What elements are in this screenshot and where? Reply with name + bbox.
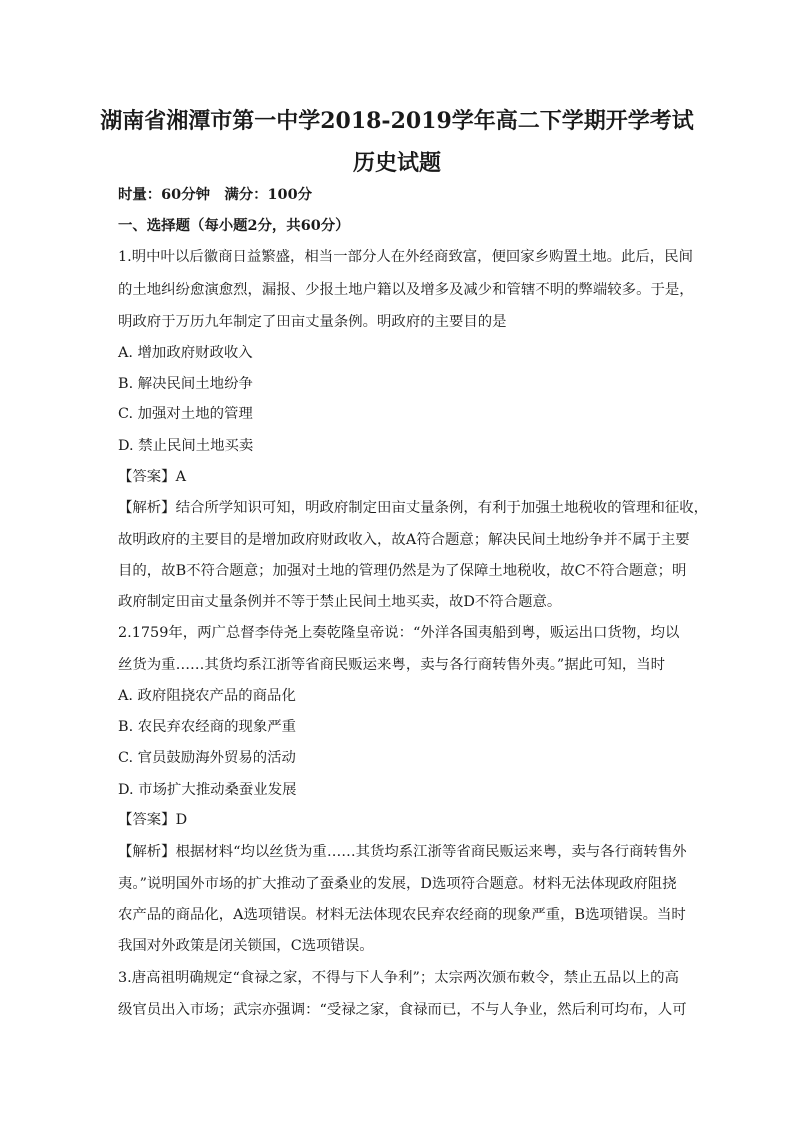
question-1-stem-line-2: 的土地纠纷愈演愈烈，漏报、少报土地户籍以及增多及减少和管辖不明的弊端较多。于是， xyxy=(118,282,694,298)
question-2-stem-line-1: 2.1759年，两广总督李侍尧上奏乾隆皇帝说：“外洋各国夷船到粤，贩运出口货物，均以 xyxy=(118,625,680,641)
question-2-stem-line-2: 丝货为重……其货均系江浙等省商民贩运来粤，卖与各行商转售外夷。”据此可知，当时 xyxy=(118,657,666,673)
question-1-option-a: A. 增加政府财政收入 xyxy=(118,345,253,361)
question-2-option-c: C. 官员鼓励海外贸易的活动 xyxy=(118,750,296,766)
question-1-analysis-line-1: 【解析】结合所学知识可知，明政府制定田亩丈量条例，有利于加强土地税收的管理和征收， xyxy=(118,500,709,516)
question-2-option-b: B. 农民弃农经商的现象严重 xyxy=(118,719,297,735)
document-title: 湖南省湘潭市第一中学2018-2019学年高二下学期开学考试 xyxy=(100,108,694,134)
question-2-option-d: D. 市场扩大推动桑蚕业发展 xyxy=(118,782,297,798)
question-2-answer: 【答案】D xyxy=(118,812,188,828)
question-1-analysis-line-4: 政府制定田亩丈量条例并不等于禁止民间土地买卖，故D不符合题意。 xyxy=(118,594,562,610)
question-2-analysis-line-3: 农产品的商品化，A选项错误。材料无法体现农民弃农经商的现象严重，B选项错误。当时 xyxy=(118,907,686,923)
question-1-analysis-line-2: 故明政府的主要目的是增加政府财政收入，故A符合题意；解决民间土地纷争并不属于主要 xyxy=(118,532,690,548)
question-1-stem-line-3: 明政府于万历九年制定了田亩丈量条例。明政府的主要目的是 xyxy=(118,314,507,330)
question-3-stem-line-2: 级官员出入市场；武宗亦强调：“受禄之家，食禄而已，不与人争业，然后利可均布，人可 xyxy=(118,1002,687,1018)
question-2-analysis-line-2: 夷。”说明国外市场的扩大推动了蚕桑业的发展，D选项符合题意。材料无法体现政府阻挠 xyxy=(118,876,677,892)
question-1-stem-line-1: 1.明中叶以后徽商日益繁盛，相当一部分人在外经商致富，便回家乡购置土地。此后，民间 xyxy=(118,249,693,265)
question-1-option-d: D. 禁止民间土地买卖 xyxy=(118,438,254,454)
question-1-option-b: B. 解决民间土地纷争 xyxy=(118,376,253,392)
question-2-analysis-line-4: 我国对外政策是闭关锁国，C选项错误。 xyxy=(118,938,374,954)
question-2-option-a: A. 政府阻挠农产品的商品化 xyxy=(118,688,296,704)
document-subtitle: 历史试题 xyxy=(352,150,441,176)
question-2-analysis-line-1: 【解析】根据材料“均以丝货为重……其货均系江浙等省商民贩运来粤，卖与各行商转售外 xyxy=(118,844,687,860)
section-heading: 一、选择题（每小题2分，共60分） xyxy=(118,217,350,234)
question-3-stem-line-1: 3.唐高祖明确规定“食禄之家，不得与下人争利”；太宗两次颁布敕令，禁止五品以上的高 xyxy=(118,970,679,986)
question-1-answer: 【答案】A xyxy=(118,469,186,485)
question-1-analysis-line-3: 目的，故B不符合题意；加强对土地的管理仍然是为了保障土地税收，故C不符合题意；明 xyxy=(118,563,687,579)
question-1-option-c: C. 加强对土地的管理 xyxy=(118,406,253,422)
exam-info: 时量：60分钟 满分：100分 xyxy=(118,186,312,203)
